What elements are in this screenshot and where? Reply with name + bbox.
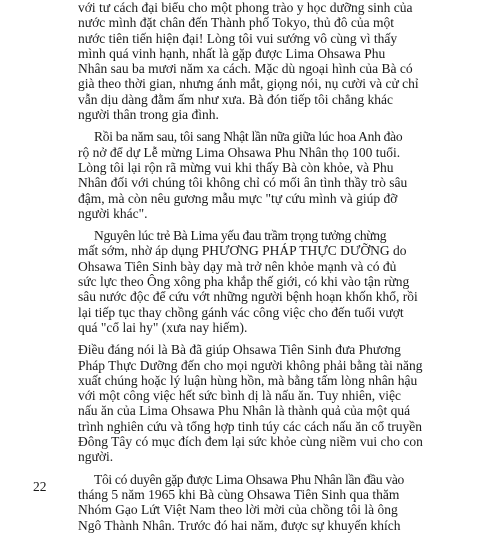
- paragraph-gap: [78, 221, 454, 228]
- text-line: sức lực theo Ông xông pha khắp thế giới, có khi vào tận rừng: [78, 274, 410, 290]
- text-line: đậm, mà còn nêu gương mẫu mực "tự cứu mình và giúp đỡ: [78, 190, 398, 206]
- paragraph: [78, 342, 454, 464]
- text-line: Pháp Thực Dưỡng đến cho mọi người không phải bằng tài năng: [78, 357, 423, 373]
- text-line: vẫn dịu dàng đằm ấm như xưa. Bà đón tiếp tôi chẳng khác: [78, 91, 393, 107]
- text-line: già theo thời gian, nhưng ánh mắt, giọng nói, nụ cười và cử chỉ: [78, 76, 419, 92]
- text-line: Lòng tôi lại rộn rã mừng vui khi thấy Bà còn khỏe, và Phu: [78, 159, 394, 175]
- text-line: người thân trong gia đình.: [78, 107, 219, 123]
- paragraph-gap: [78, 122, 454, 129]
- text-line: Nhóm Gạo Lứt Việt Nam theo lời mời của chồng tôi là ông: [78, 502, 398, 518]
- text-line: mình quá vinh hạnh, nhất là gặp được Lima Ohsawa Phu: [78, 45, 386, 61]
- text-line: nước tiên tiến hiện đại! Lòng tôi vui sướng vô cùng vì thấy: [78, 30, 398, 46]
- text-line: người.: [78, 449, 114, 465]
- text-line: trình nghiên cứu và tổng hợp tinh túy các cách nấu ăn cổ truyền: [78, 418, 422, 434]
- text-line: với tư cách đại biểu cho một phong trào y học dưỡng sinh của: [78, 0, 413, 15]
- text-line: Nguyên lúc trẻ Bà Lima yếu đau trầm trọng tưởng chừng: [94, 228, 387, 244]
- page-number: 22: [33, 479, 47, 494]
- text-line: Rồi ba năm sau, tôi sang Nhật lần nữa giữa lúc hoa Anh đào: [94, 129, 403, 145]
- text-line: nước mình đặt chân đến Thành phố Tokyo, thủ đô của một: [78, 15, 394, 31]
- paragraph: [78, 129, 454, 221]
- text-line: Nhân đối với chúng tôi không chỉ có mối ân tình thầy trò sâu: [78, 175, 408, 191]
- paragraph: [78, 0, 454, 122]
- text-line: Đông Tây có mục đích đem lại sức khỏe cùng niềm vui cho con: [78, 434, 423, 450]
- text-line: sâu nước độc để cứu vớt những người bệnh hoạn khốn khổ, rồi: [78, 289, 418, 305]
- text-line: Ohsawa Tiên Sinh bày dạy mà trở nên khỏe mạnh và có đủ: [78, 258, 397, 274]
- paragraph: [78, 228, 454, 335]
- paragraph: [78, 472, 454, 533]
- text-line: người khác".: [78, 205, 148, 221]
- body-text: [78, 0, 454, 533]
- text-line: tháng 5 năm 1965 khi Bà cùng Ohsawa Tiên Sinh qua thăm: [78, 486, 400, 502]
- paragraph-gap: [78, 465, 454, 472]
- text-line: Điều đáng nói là Bà đã giúp Ohsawa Tiên Sinh đưa Phương: [78, 342, 401, 358]
- text-line: Tôi có duyên gặp được Lima Ohsawa Phu Nhân lần đầu vào: [94, 471, 404, 487]
- text-line: xuất chúng hoặc lý luận hùng hồn, mà bằng tấm lòng nhân hậu: [78, 372, 418, 388]
- text-line: rộ nở để dự Lễ mừng Lima Ohsawa Phu Nhân thọ 100 tuổi.: [78, 144, 401, 160]
- text-line: nấu ăn của Lima Ohsawa Phu Nhân là thành quả của một quá: [78, 403, 411, 419]
- text-line: Ngô Thành Nhân. Trước đó hai năm, được sự khuyến khích: [78, 517, 401, 533]
- text-line: Nhân sau ba mươi năm xa cách. Mặc dù ngoại hình của Bà có: [78, 61, 413, 77]
- text-line: mất sớm, nhờ áp dụng PHƯƠNG PHÁP THỰC DƯỠNG do: [78, 243, 407, 259]
- text-line: lại tiếp tục thay chồng gánh vác công việc cho đến tuổi vượt: [78, 304, 404, 320]
- text-line: quá "cổ lai hy" (xưa nay hiếm).: [78, 319, 248, 335]
- paragraph-gap: [78, 335, 454, 342]
- text-line: với một công việc hết sức bình dị là nấu ăn. Tuy nhiên, việc: [78, 388, 402, 404]
